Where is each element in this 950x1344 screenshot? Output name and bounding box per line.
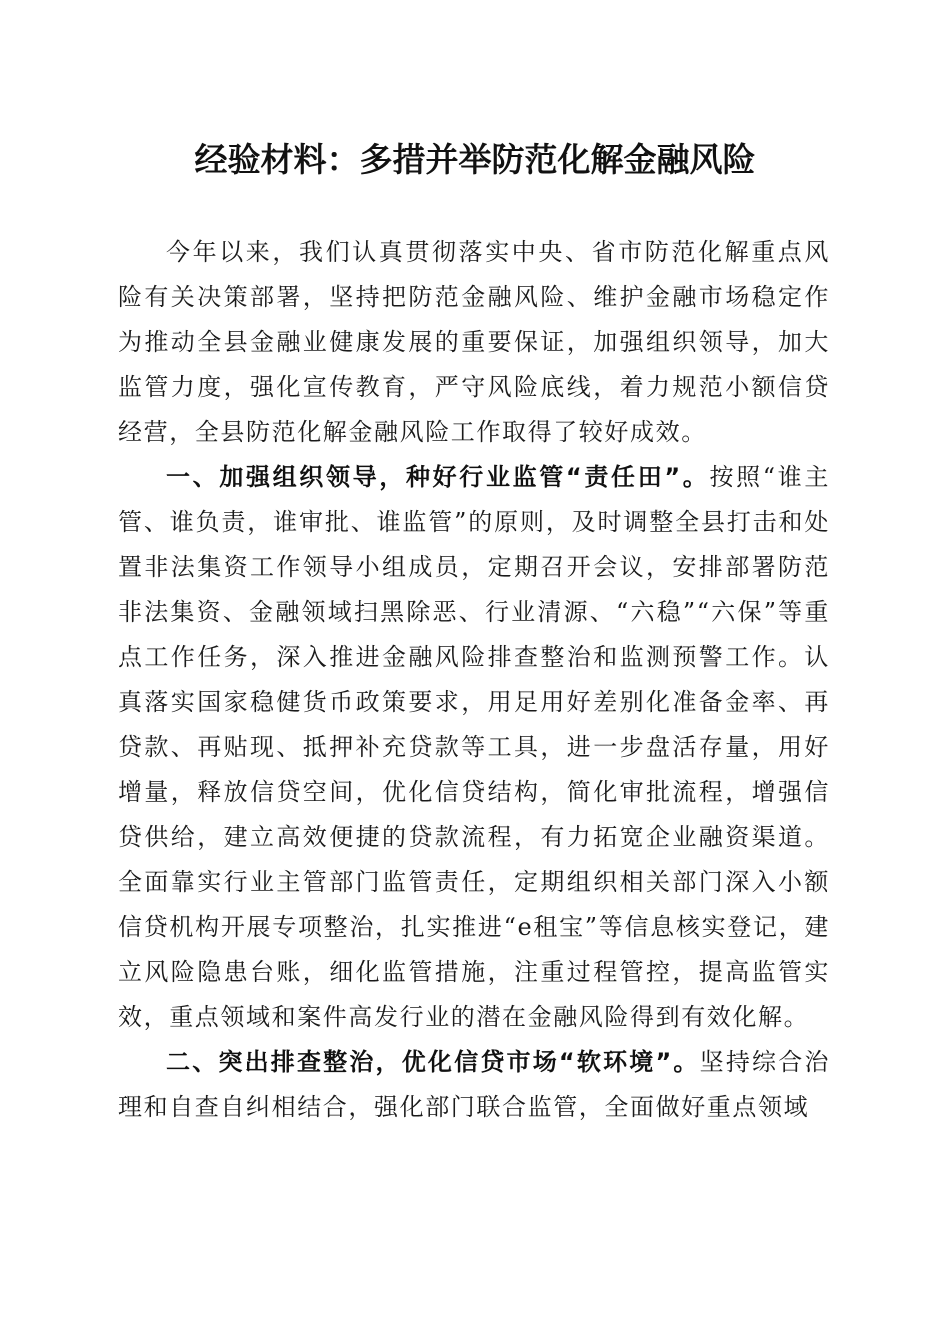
paragraph-section-2 <box>118 1040 830 1130</box>
document-body <box>118 230 830 1130</box>
section-1-heading: 一、加强组织领导，种好行业监管“责任田”。 <box>166 463 710 491</box>
section-2-heading: 二、突出排查整治，优化信贷市场“软环境”。 <box>166 1048 700 1076</box>
paragraph-section-1 <box>118 455 830 1040</box>
paragraph-intro-text: 今年以来，我们认真贯彻落实中央、省市防范化解重点风险有关决策部署，坚持把防范金融风险、维护金融市场稳定作为推动全县金融业健康发展的重要保证，加强组织领导，加大监管力度，强化宣传教育，严守风险底线，着力规范小额信贷经营，全县防范化解金融风险工作取得了较好成效。 <box>118 238 830 446</box>
section-1-text: 按照“谁主管、谁负责，谁审批、谁监管”的原则，及时调整全县打击和处置非法集资工作领导小组成员，定期召开会议，安排部署防范非法集资、金融领域扫黑除恶、行业清源、“六稳”“六保”等重点工作任务，深入推进金融风险排查整治和监测预警工作。认真落实国家稳健货币政策要求，用足用好差别化准备金率、再贷款、再贴现、抵押补充贷款等工具，进一步盘活存量，用好增量，释放信贷空间，优化信贷结构，简化审批流程，增强信贷供给，建立高效便捷的贷款流程，有力拓宽企业融资渠道。全面靠实行业主管部门监管责任，定期组织相关部门深入小额信贷机构开展专项整治，扎实推进“e租宝”等信息核实登记，建立风险隐患台账，细化监管措施，注重过程管控，提高监管实效，重点领域和案件高发行业的潜在金融风险得到有效化解。 <box>118 463 830 1031</box>
paragraph-intro <box>118 230 830 455</box>
document-title: 经验材料：多措并举防范化解金融风险 <box>194 140 756 179</box>
section-2-text: 坚持综合治理和自查自纠相结合，强化部门联合监管，全面做好重点领域 <box>118 1048 830 1121</box>
